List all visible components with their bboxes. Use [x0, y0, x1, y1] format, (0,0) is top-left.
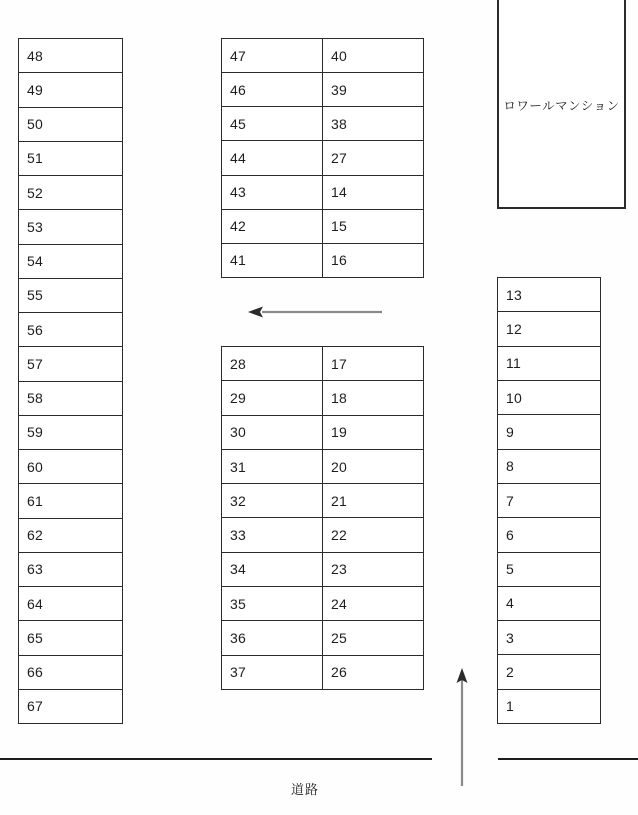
parking-stall[interactable]: 54	[19, 244, 122, 278]
parking-stall[interactable]: 26	[323, 655, 423, 689]
parking-stall[interactable]: 41	[222, 243, 322, 277]
parking-stall[interactable]: 45	[222, 106, 322, 140]
parking-stall[interactable]: 64	[19, 586, 122, 620]
parking-stall[interactable]: 53	[19, 209, 122, 243]
left-stall-column	[19, 39, 122, 723]
parking-stall[interactable]: 27	[323, 140, 423, 174]
parking-stall[interactable]: 33	[222, 517, 322, 551]
parking-stall[interactable]: 55	[19, 278, 122, 312]
parking-stall[interactable]: 57	[19, 346, 122, 380]
parking-stall[interactable]: 2	[498, 654, 600, 688]
parking-stall[interactable]: 14	[323, 175, 423, 209]
parking-stall[interactable]: 44	[222, 140, 322, 174]
parking-stall[interactable]: 39	[323, 72, 423, 106]
parking-stall[interactable]: 3	[498, 620, 600, 654]
middle-top-left-column	[222, 39, 322, 277]
middle-bottom-right-column	[322, 347, 423, 689]
parking-stall[interactable]: 35	[222, 586, 322, 620]
parking-stall[interactable]: 66	[19, 655, 122, 689]
parking-stall[interactable]: 28	[230, 355, 246, 372]
parking-stall[interactable]: 5	[498, 552, 600, 586]
parking-stall[interactable]: 56	[19, 312, 122, 346]
parking-stall[interactable]: 62	[19, 518, 122, 552]
parking-stall[interactable]: 29	[222, 380, 322, 414]
parking-stall[interactable]: 42	[222, 209, 322, 243]
parking-stall[interactable]: 9	[498, 414, 600, 448]
entrance-arrow-up	[454, 668, 470, 786]
parking-stall[interactable]: 49	[19, 72, 122, 106]
middle-top-right-column	[322, 39, 423, 277]
parking-stall[interactable]: 1	[498, 689, 600, 723]
arrow-up-icon	[454, 668, 470, 786]
parking-stall[interactable]: 47	[230, 47, 246, 64]
parking-stall[interactable]: 17	[331, 355, 347, 372]
parking-stall[interactable]: 15	[323, 209, 423, 243]
drive-aisle-arrow-left	[248, 304, 382, 320]
parking-stall[interactable]: 16	[323, 243, 423, 277]
parking-stall[interactable]: 58	[19, 381, 122, 415]
parking-stall[interactable]: 13	[506, 286, 522, 303]
middle-bottom-left-column	[222, 347, 322, 689]
parking-stall[interactable]: 23	[323, 552, 423, 586]
parking-stall[interactable]: 11	[498, 346, 600, 380]
parking-stall[interactable]: 34	[222, 552, 322, 586]
parking-stall[interactable]: 20	[323, 449, 423, 483]
parking-stall[interactable]: 18	[323, 380, 423, 414]
parking-stall[interactable]: 22	[323, 517, 423, 551]
mansion-building-label: ロワールマンション	[503, 98, 620, 113]
parking-stall[interactable]: 46	[222, 72, 322, 106]
parking-stall[interactable]: 65	[19, 620, 122, 654]
road-edge-line-left	[0, 758, 432, 760]
parking-stall[interactable]: 37	[222, 655, 322, 689]
parking-stall[interactable]: 52	[19, 175, 122, 209]
mansion-building	[497, 0, 626, 209]
parking-stall[interactable]: 38	[323, 106, 423, 140]
parking-stall[interactable]: 32	[222, 483, 322, 517]
parking-stall[interactable]: 36	[222, 620, 322, 654]
parking-stall[interactable]: 43	[222, 175, 322, 209]
parking-stall[interactable]: 60	[19, 449, 122, 483]
parking-stall[interactable]: 50	[19, 107, 122, 141]
middle-top-stall-block	[221, 38, 424, 278]
parking-stall[interactable]: 10	[498, 380, 600, 414]
parking-stall[interactable]: 31	[222, 449, 322, 483]
right-stall-column	[498, 278, 600, 723]
parking-stall[interactable]: 19	[323, 415, 423, 449]
parking-stall[interactable]: 6	[498, 517, 600, 551]
parking-stall[interactable]: 40	[331, 47, 347, 64]
parking-stall[interactable]: 51	[19, 141, 122, 175]
parking-stall[interactable]: 21	[323, 483, 423, 517]
middle-bottom-stall-block	[221, 346, 424, 690]
parking-stall[interactable]: 7	[498, 483, 600, 517]
parking-stall[interactable]: 63	[19, 552, 122, 586]
road-edge-line-right	[498, 758, 638, 760]
road-label: 道路	[290, 782, 319, 797]
parking-stall[interactable]: 48	[27, 47, 43, 64]
parking-stall[interactable]: 4	[498, 586, 600, 620]
parking-stall[interactable]: 25	[323, 620, 423, 654]
arrow-left-icon	[248, 304, 382, 320]
parking-stall[interactable]: 8	[498, 449, 600, 483]
parking-stall[interactable]: 12	[498, 311, 600, 345]
parking-stall[interactable]: 24	[323, 586, 423, 620]
parking-stall[interactable]: 59	[19, 415, 122, 449]
parking-stall[interactable]: 30	[222, 415, 322, 449]
right-stall-block	[497, 277, 601, 724]
parking-stall[interactable]: 61	[19, 483, 122, 517]
parking-stall[interactable]: 67	[19, 689, 122, 723]
left-stall-block	[18, 38, 123, 724]
